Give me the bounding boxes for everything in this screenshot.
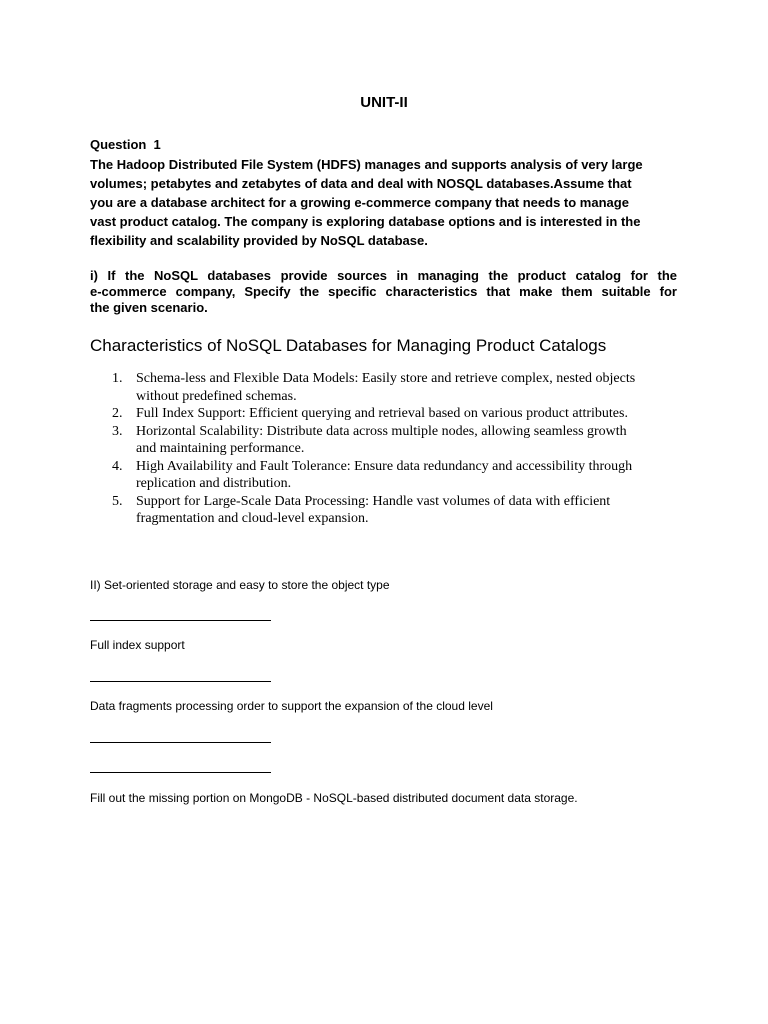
list-item-number: 4. [112, 458, 123, 474]
list-item-text: High Availability and Fault Tolerance: Ensure data redundancy and accessibility through [136, 458, 633, 474]
list-item-number: 1. [112, 371, 123, 386]
list-item-number: 5. [112, 493, 123, 509]
list-item-number: 2. [112, 406, 123, 421]
list-item-text: Horizontal Scalability: Distribute data across multiple nodes, allowing seamless growth [136, 423, 627, 439]
list-item-text: fragmentation and cloud-level expansion. [136, 511, 369, 526]
data-fragments-label: Data fragments processing order to support the expansion of the cloud level [90, 699, 493, 713]
answer-blank-line[interactable] [90, 742, 271, 743]
question-line: flexibility and scalability provided by NoSQL database. [90, 233, 428, 248]
sub-question-line: the given scenario. [90, 300, 208, 315]
sub-question [90, 268, 677, 316]
characteristics-list [110, 370, 690, 528]
question-body [90, 155, 690, 250]
full-index-label: Full index support [90, 638, 185, 652]
list-item-text: Schema-less and Flexible Data Models: Easily store and retrieve complex, nested objects [136, 371, 636, 386]
part-ii-label: II) Set-oriented storage and easy to store the object type [90, 578, 390, 592]
list-item [110, 370, 690, 405]
list-item-text: replication and distribution. [136, 476, 292, 491]
list-item [110, 405, 690, 423]
unit-title: UNIT-II [360, 94, 408, 111]
list-item [110, 458, 690, 493]
list-item-text: Support for Large-Scale Data Processing: Handle vast volumes of data with efficient [136, 493, 611, 509]
list-item [110, 423, 690, 458]
sub-question-line: i) If the NoSQL databases provide sources in managing the product catalog for the [90, 268, 677, 283]
list-item-text: Full Index Support: Efficient querying and retrieval based on various product attributes. [136, 406, 628, 421]
question-line: you are a database architect for a growing e-commerce company that needs to manage [90, 195, 629, 210]
fill-out-instruction: Fill out the missing portion on MongoDB - NoSQL-based distributed document data storage. [90, 791, 578, 805]
sub-question-line: e-commerce company, Specify the specific characteristics that make them suitable for [90, 284, 677, 299]
list-item-text: and maintaining performance. [136, 441, 305, 456]
section-heading: Characteristics of NoSQL Databases for Managing Product Catalogs [90, 336, 607, 355]
list-item-text: without predefined schemas. [136, 388, 297, 404]
answer-blank-line[interactable] [90, 772, 271, 773]
list-item [110, 493, 690, 528]
question-line: The Hadoop Distributed File System (HDFS) manages and supports analysis of very large [90, 157, 643, 172]
list-item-number: 3. [112, 423, 123, 439]
question-line: vast product catalog. The company is exploring database options and is interested in the [90, 214, 641, 229]
answer-blank-line[interactable] [90, 620, 271, 621]
question-line: volumes; petabytes and zetabytes of data and deal with NOSQL databases.Assume that [90, 176, 632, 191]
answer-blank-line[interactable] [90, 681, 271, 682]
question-label: Question 1 [90, 137, 161, 152]
